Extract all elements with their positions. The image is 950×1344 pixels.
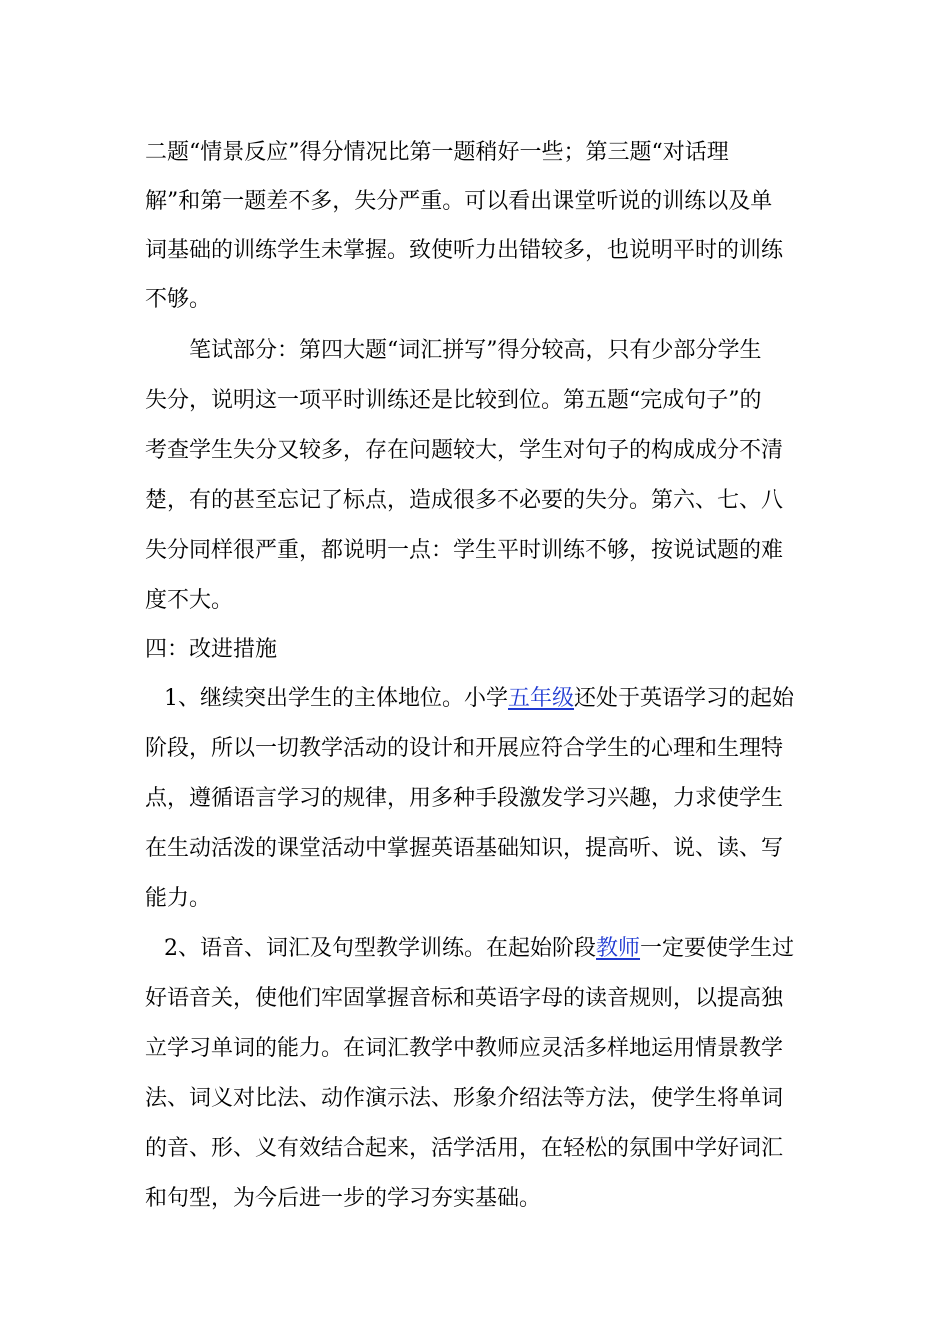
text-segment: 1、继续突出学生的主体地位。小学: [164, 686, 508, 711]
text-line: 楚，有的甚至忘记了标点，造成很多不必要的失分。第六、七、八: [145, 488, 784, 513]
text-line: 在生动活泼的课堂活动中掌握英语基础知识，提高听、说、读、写: [145, 836, 784, 861]
text-line: 二题“情景反应”得分情况比第一题稍好一些；第三题“对话理: [145, 140, 729, 165]
text-line: 立学习单词的能力。在词汇教学中教师应灵活多样地运用情景教学: [145, 1036, 784, 1061]
text-line: 词基础的训练学生未掌握。致使听力出错较多，也说明平时的训练: [145, 238, 784, 263]
text-segment: 还处于英语学习的起始: [574, 686, 795, 711]
paragraph-start-line: 笔试部分：第四大题“词汇拼写”得分较高，只有少部分学生: [189, 338, 762, 363]
text-line: 失分同样很严重，都说明一点：学生平时训练不够，按说试题的难: [145, 538, 784, 563]
text-line: 的音、形、义有效结合起来，活学活用，在轻松的氛围中学好词汇: [145, 1136, 784, 1161]
link-teacher[interactable]: 教师: [596, 936, 641, 961]
text-line: 阶段，所以一切教学活动的设计和开展应符合学生的心理和生理特: [145, 736, 784, 761]
numbered-paragraph-1-first-line: [164, 686, 794, 712]
text-line: 不够。: [145, 287, 212, 312]
text-segment: 一定要使学生过: [640, 936, 795, 961]
link-fifth-grade[interactable]: 五年级: [508, 686, 575, 711]
section-heading: 四：改进措施: [145, 637, 278, 662]
text-segment: 2、语音、词汇及句型教学训练。在起始阶段: [164, 936, 596, 961]
text-line: 好语音关，使他们牢固掌握音标和英语字母的读音规则，以提高独: [145, 986, 784, 1011]
numbered-paragraph-2-first-line: [164, 936, 794, 962]
text-line: 度不大。: [145, 588, 234, 613]
text-line: 考查学生失分又较多，存在问题较大，学生对句子的构成成分不清: [145, 438, 784, 463]
text-line: 和句型，为今后进一步的学习夯实基础。: [145, 1186, 542, 1211]
text-line: 解”和第一题差不多，失分严重。可以看出课堂听说的训练以及单: [145, 189, 773, 214]
text-line: 失分，说明这一项平时训练还是比较到位。第五题“完成句子”的: [145, 388, 762, 413]
text-line: 能力。: [145, 886, 212, 911]
text-line: 点，遵循语言学习的规律，用多种手段激发学习兴趣，力求使学生: [145, 786, 784, 811]
text-line: 法、词义对比法、动作演示法、形象介绍法等方法，使学生将单词: [145, 1086, 784, 1111]
